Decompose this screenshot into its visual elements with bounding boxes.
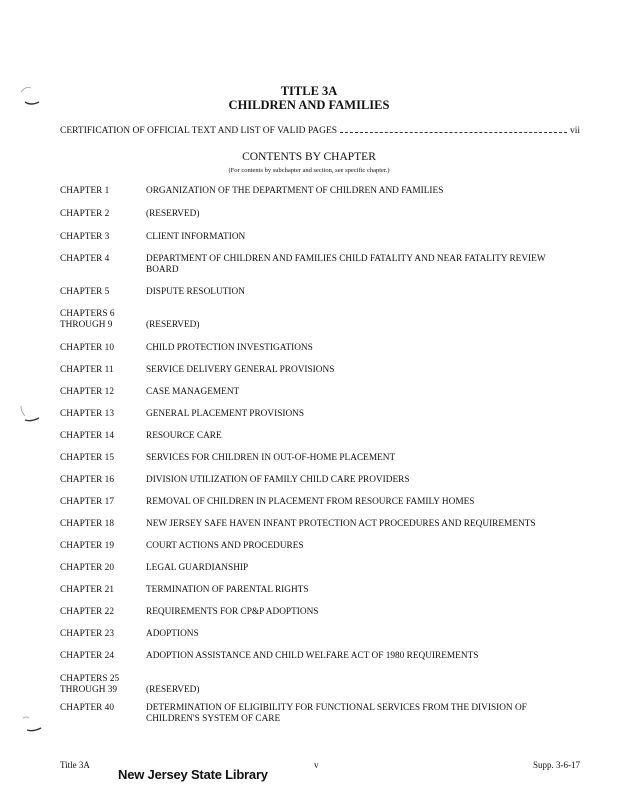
certification-label: CERTIFICATION OF OFFICIAL TEXT AND LIST OF VALID PAGES xyxy=(60,126,338,136)
chapter-title: ADOPTIONS xyxy=(146,629,199,639)
leader-dots xyxy=(340,125,567,133)
chapter-number: CHAPTER 2 xyxy=(60,209,110,219)
chapter-number: CHAPTERS 6 THROUGH 9 xyxy=(60,309,115,330)
chapter-title: CLIENT INFORMATION xyxy=(146,232,246,242)
chapter-number: CHAPTER 24 xyxy=(60,651,114,661)
certification-line xyxy=(60,125,580,136)
chapter-number: CHAPTER 3 xyxy=(60,232,110,242)
contents-heading: CONTENTS BY CHAPTER xyxy=(242,151,376,163)
chapter-number: CHAPTER 13 xyxy=(60,409,114,419)
chapter-number: CHAPTER 17 xyxy=(60,497,114,507)
chapter-number: CHAPTER 16 xyxy=(60,475,114,485)
library-stamp: New Jersey State Library xyxy=(118,767,268,782)
title-block xyxy=(0,84,618,112)
certification-page: vii xyxy=(569,126,580,136)
chapter-number: CHAPTERS 25 THROUGH 39 xyxy=(60,674,120,695)
chapter-title: ADOPTION ASSISTANCE AND CHILD WELFARE ACT OF 1980 REQUIREMENTS xyxy=(146,651,479,661)
chapter-number: CHAPTER 22 xyxy=(60,607,114,617)
chapter-title: RESOURCE CARE xyxy=(146,431,222,441)
chapter-number: CHAPTER 21 xyxy=(60,585,114,595)
punch-hole-mark-icon xyxy=(15,398,45,428)
chapter-number: CHAPTER 18 xyxy=(60,519,114,529)
chapter-number: CHAPTER 4 xyxy=(60,254,110,264)
chapter-title: CHILD PROTECTION INVESTIGATIONS xyxy=(146,343,313,353)
chapter-title: REMOVAL OF CHILDREN IN PLACEMENT FROM RESOURCE FAMILY HOMES xyxy=(146,497,475,507)
chapter-title: DETERMINATION OF ELIGIBILITY FOR FUNCTIONAL SERVICES FROM THE DIVISION OF CHILDREN'S SYSTEM OF CARE xyxy=(146,703,527,724)
chapter-title: ORGANIZATION OF THE DEPARTMENT OF CHILDREN AND FAMILIES xyxy=(146,186,444,196)
chapter-title: LEGAL GUARDIANSHIP xyxy=(146,563,249,573)
chapter-number: CHAPTER 15 xyxy=(60,453,114,463)
chapter-title: (RESERVED) xyxy=(146,685,200,695)
punch-hole-mark-icon xyxy=(15,710,45,740)
chapter-title: REQUIREMENTS FOR CP&P ADOPTIONS xyxy=(146,607,319,617)
chapter-title: SERVICES FOR CHILDREN IN OUT-OF-HOME PLACEMENT xyxy=(146,453,396,463)
chapter-number: CHAPTER 1 xyxy=(60,186,110,196)
footer-title: Title 3A xyxy=(60,760,90,770)
chapter-number: CHAPTER 40 xyxy=(60,703,114,713)
chapter-number: CHAPTER 23 xyxy=(60,629,114,639)
chapter-title: DISPUTE RESOLUTION xyxy=(146,287,245,297)
chapter-number: CHAPTER 10 xyxy=(60,343,114,353)
chapter-title: (RESERVED) xyxy=(146,320,200,330)
chapter-title: COURT ACTIONS AND PROCEDURES xyxy=(146,541,304,551)
footer-supplement-date: Supp. 3-6-17 xyxy=(533,760,580,770)
chapter-title: DEPARTMENT OF CHILDREN AND FAMILIES CHILD FATALITY AND NEAR FATALITY REVIEW BOARD xyxy=(146,254,546,275)
chapter-number: CHAPTER 12 xyxy=(60,387,114,397)
chapter-title: DIVISION UTILIZATION OF FAMILY CHILD CARE PROVIDERS xyxy=(146,475,410,485)
chapter-number: CHAPTER 11 xyxy=(60,365,114,375)
title-number: TITLE 3A xyxy=(280,84,338,98)
chapter-title: CASE MANAGEMENT xyxy=(146,387,240,397)
chapter-title: (RESERVED) xyxy=(146,209,200,219)
chapter-title: SERVICE DELIVERY GENERAL PROVISIONS xyxy=(146,365,335,375)
contents-note: (For contents by subchapter and section, see specific chapter.) xyxy=(228,167,390,174)
chapter-title: GENERAL PLACEMENT PROVISIONS xyxy=(146,409,305,419)
footer-page-number: v xyxy=(314,760,319,770)
chapter-number: CHAPTER 14 xyxy=(60,431,114,441)
chapter-number: CHAPTER 20 xyxy=(60,563,114,573)
title-name: CHILDREN AND FAMILIES xyxy=(228,98,390,112)
chapter-number: CHAPTER 5 xyxy=(60,287,110,297)
chapter-title: NEW JERSEY SAFE HAVEN INFANT PROTECTION ACT PROCEDURES AND REQUIREMENTS xyxy=(146,519,536,529)
chapter-number: CHAPTER 19 xyxy=(60,541,114,551)
chapter-title: TERMINATION OF PARENTAL RIGHTS xyxy=(146,585,309,595)
